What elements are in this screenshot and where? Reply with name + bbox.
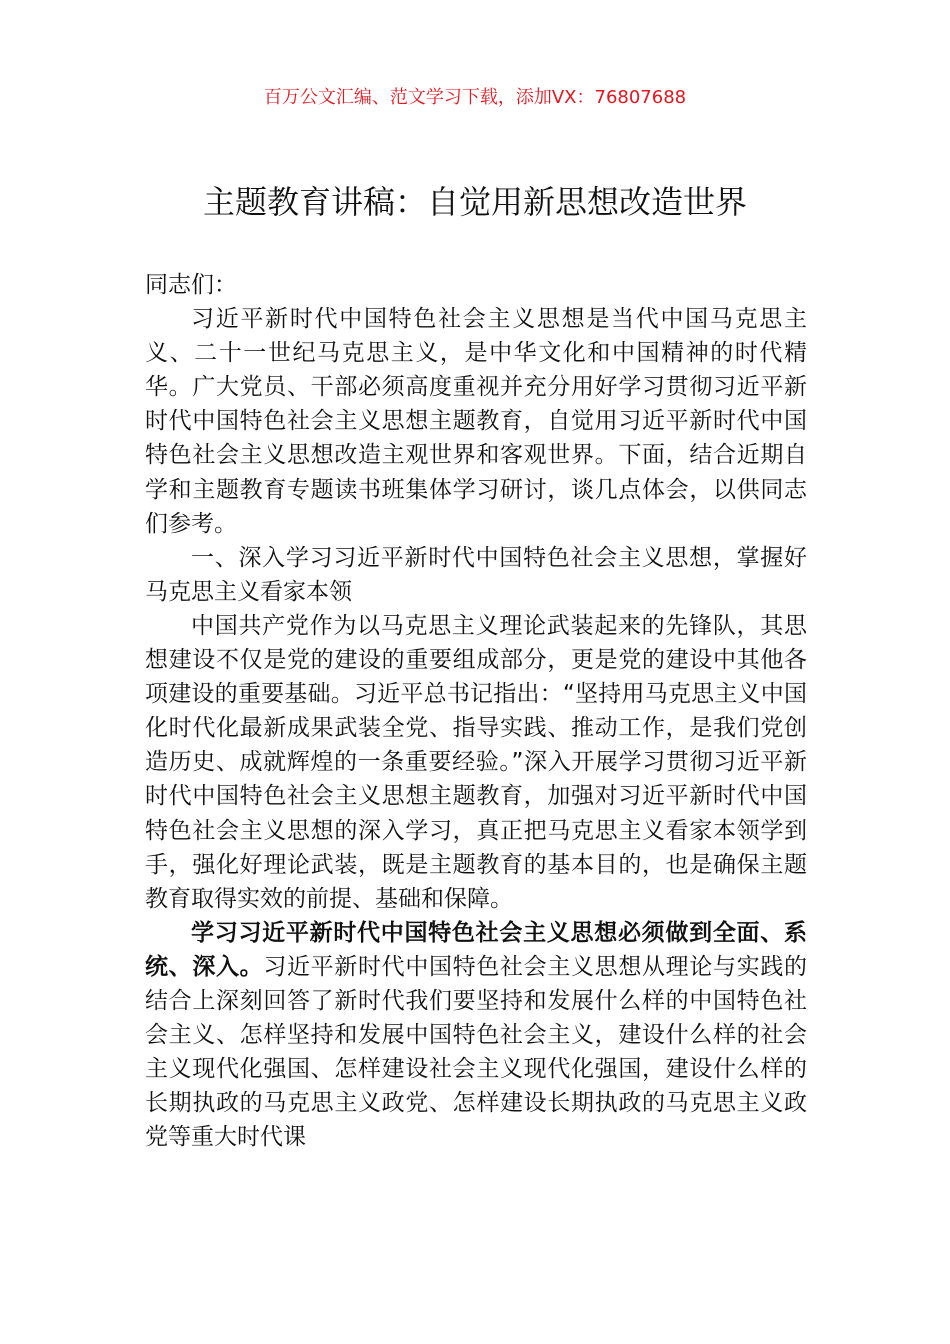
watermark-text: 百万公文汇编、范文学习下载，添加VX：76807688 <box>263 87 687 108</box>
paragraph-2: 中国共产党作为以马克思主义理论武装起来的先锋队，其思想建设不仅是党的建设的重要组成部分，更是党的建设中其他各项建设的重要基础。习近平总书记指出：“坚持用马克思主义中国化时代化最新成果武装全党、指导实践、推动工作，是我们党创造历史、成就辉煌的一条重要经验。”深入开展学习贯彻习近平新时代中国特色社会主义思想主题教育，加强对习近平新时代中国特色社会主义思想的深入学习，真正把马克思主义看家本领学到手，强化好理论武装，既是主题教育的基本目的，也是确保主题教育取得实效的前提、基础和保障。 <box>145 612 807 912</box>
document-body <box>145 268 807 1154</box>
document-title: 主题教育讲稿：自觉用新思想改造世界 <box>202 183 747 221</box>
paragraph-3 <box>145 916 807 1155</box>
paragraph-3-text: 习近平新时代中国特色社会主义思想从理论与实践的结合上深刻回答了新时代我们要坚持和发展什么样的中国特色社会主义、怎样坚持和发展中国特色社会主义，建设什么样的社会主义现代化强国、怎样建设社会主义现代化强国，建设什么样的长期执政的马克思主义政党、怎样建设长期执政的马克思主义政党等重大时代课 <box>145 953 808 1151</box>
paragraph-intro: 习近平新时代中国特色社会主义思想是当代中国马克思主义、二十一世纪马克思主义，是中华文化和中国精神的时代精华。广大党员、干部必须高度重视并充分用好学习贯彻习近平新时代中国特色社会主义思想主题教育，自觉用习近平新时代中国特色社会主义思想改造主观世界和客观世界。下面，结合近期自学和主题教育专题读书班集体学习研讨，谈几点体会，以供同志们参考。 <box>145 306 807 537</box>
section-heading-1: 一、深入学习习近平新时代中国特色社会主义思想，掌握好马克思主义看家本领 <box>145 544 807 605</box>
salutation: 同志们： <box>145 272 237 298</box>
paragraph-3-lead: 学习习近平新时代中国特色社会主义思想必须做到全面、系统、深入。 <box>145 919 807 980</box>
